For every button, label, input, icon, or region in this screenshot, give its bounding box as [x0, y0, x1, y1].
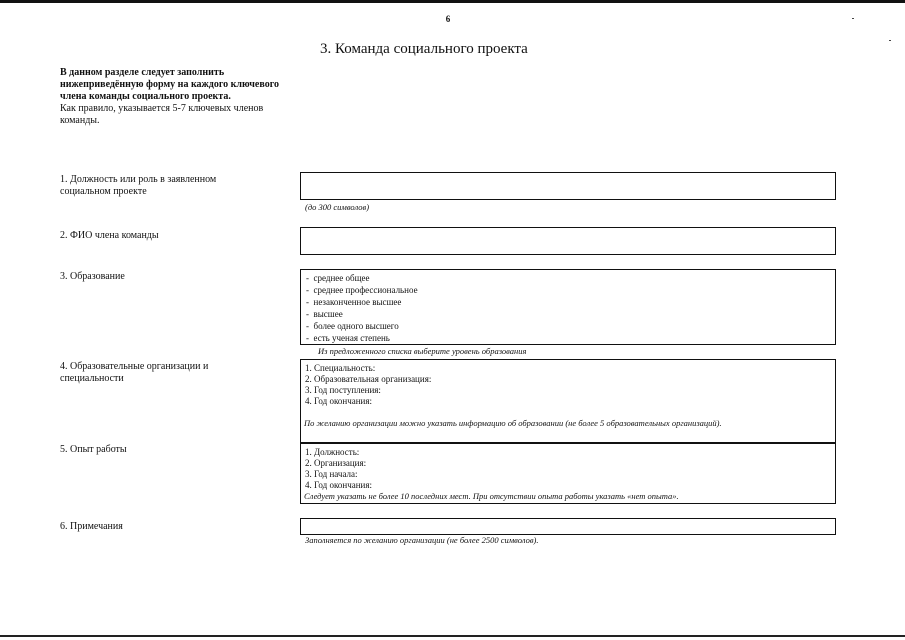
intro-text	[60, 67, 290, 127]
scan-speck	[889, 40, 891, 41]
education-option[interactable]: - незаконченное высшее	[306, 297, 402, 307]
bottom-border	[0, 635, 905, 637]
experience-line: 3. Год начала:	[305, 469, 358, 479]
experience-line: 4. Год окончания:	[305, 480, 373, 490]
education-option[interactable]: - более одного высшего	[306, 321, 399, 331]
education-option[interactable]: - среднее общее	[306, 273, 370, 283]
notes-field[interactable]	[300, 518, 836, 535]
education-hint: Из предложенного списка выберите уровень образования	[318, 346, 527, 356]
experience-line: 1. Должность:	[305, 447, 360, 457]
position-label: 1. Должность или роль в заявленном социальном проекте	[60, 174, 217, 197]
institutions-line: 3. Год поступления:	[305, 385, 381, 395]
institutions-line: 1. Специальность:	[305, 363, 376, 373]
experience-field[interactable]	[300, 443, 836, 504]
section-title: 3. Команда социального проекта	[320, 41, 528, 57]
scan-speck	[852, 18, 854, 19]
education-options-box[interactable]	[300, 269, 836, 345]
institutions-lines	[301, 360, 835, 407]
intro-instruction: В данном разделе следует заполнить нижеприведённую форму на каждого ключевого члена команды социального проекта.	[60, 67, 279, 102]
institutions-line: 2. Образовательная организация:	[305, 374, 432, 384]
education-label: 3. Образование	[60, 271, 125, 282]
intro-team-size: Как правило, указывается 5-7 ключевых членов команды.	[60, 103, 264, 126]
full-name-label: 2. ФИО члена команды	[60, 230, 159, 241]
experience-lines	[301, 444, 835, 491]
education-option[interactable]: - среднее профессиональное	[306, 285, 418, 295]
experience-line: 2. Организация:	[305, 458, 367, 468]
position-field[interactable]	[300, 172, 836, 200]
full-name-field[interactable]	[300, 227, 836, 255]
institutions-field[interactable]	[300, 359, 836, 443]
page-number: 6	[445, 14, 451, 24]
position-hint: (до 300 символов)	[305, 202, 370, 212]
institutions-note: По желанию организации можно указать информацию об образовании (не более 5 образовательных организаций).	[304, 418, 722, 428]
education-option[interactable]: - есть ученая степень	[306, 333, 390, 343]
institutions-line: 4. Год окончания:	[305, 396, 373, 406]
experience-label: 5. Опыт работы	[60, 444, 127, 455]
education-options-list	[301, 270, 835, 344]
institutions-label: 4. Образовательные организации и специальности	[60, 361, 209, 384]
experience-note: Следует указать не более 10 последних мест. При отсутствии опыта работы указать «нет опыта».	[304, 491, 679, 501]
notes-hint: Заполняется по желанию организации (не более 2500 символов).	[305, 535, 539, 545]
top-border	[0, 0, 905, 3]
education-option[interactable]: - высшее	[306, 309, 343, 319]
notes-label: 6. Примечания	[60, 521, 123, 532]
